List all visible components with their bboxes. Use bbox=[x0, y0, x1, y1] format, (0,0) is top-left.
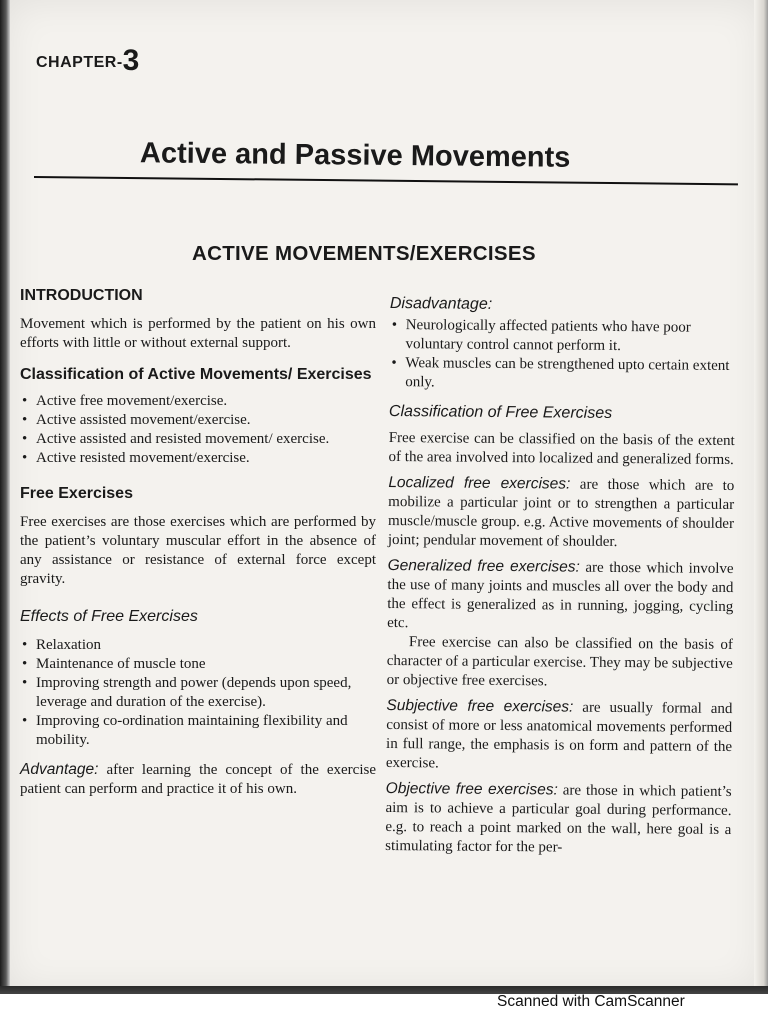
subjective-label: Subjective free exercises: bbox=[386, 696, 574, 716]
chapter-number: 3 bbox=[122, 44, 140, 77]
disadvantage-list bbox=[389, 316, 736, 395]
list-item: • Improving strength and power (depends upon speed, leverage and duration of the exercise). bbox=[20, 674, 376, 712]
classification-active-list bbox=[20, 392, 376, 468]
intro-paragraph: Movement which is performed by the patient on his own efforts with little or without external support. bbox=[20, 316, 376, 351]
generalized-text: are those which involve the use of many joints and muscles all over the body and the effect is generalized as in running, jogging, cycling etc. bbox=[387, 559, 734, 632]
list-item: • Relaxation bbox=[20, 636, 376, 655]
list-item: • Neurologically affected patients who have poor voluntary control cannot perform it. bbox=[389, 316, 735, 357]
disadvantage-heading: Disadvantage: bbox=[389, 294, 493, 313]
classification-free-paragraph: Free exercise can be classified on the basis of the extent of the area involved into localized and generalized forms. bbox=[388, 429, 735, 469]
character-paragraph: Free exercise can also be classified on the basis of character of a particular exercise. They may be subjective or objective free exercises. bbox=[386, 634, 734, 690]
localized-text: are those which are to mobilize a particular joint or to strengthen a particular muscle/muscle group. e.g. Active movements of shoulder joint; pendular movement of shoulder. bbox=[387, 476, 735, 550]
scanner-watermark: Scanned with CamScanner bbox=[497, 993, 685, 1010]
intro-heading: INTRODUCTION bbox=[20, 287, 143, 304]
generalized-label: Generalized free exercises: bbox=[387, 556, 580, 576]
subjective-text: are usually formal and consist of more or less anatomical movements performed in full range, the emphasis is on form and pattern of the exercise. bbox=[385, 699, 733, 772]
localized-paragraph bbox=[388, 473, 735, 553]
chapter-label bbox=[36, 44, 140, 78]
objective-paragraph bbox=[385, 779, 732, 859]
classification-free-heading: Classification of Free Exercises bbox=[388, 402, 613, 422]
objective-label: Objective free exercises: bbox=[385, 779, 558, 799]
advantage-label: Advantage: bbox=[20, 761, 99, 778]
page-left-edge-shadow bbox=[0, 0, 10, 992]
list-item: • Improving co-ordination maintaining flexibility and mobility. bbox=[20, 712, 376, 750]
generalized-paragraph bbox=[387, 556, 734, 636]
list-item: • Weak muscles can be strengthened upto certain extent only. bbox=[389, 354, 735, 395]
chapter-title: Active and Passive Movements bbox=[139, 137, 571, 174]
list-item: • Active assisted and resisted movement/ exercise. bbox=[20, 430, 376, 449]
list-item: • Active resisted movement/exercise. bbox=[20, 449, 376, 468]
chapter-label-text: CHAPTER- bbox=[36, 54, 123, 71]
objective-text: are those in which patient’s aim is to achieve a particular goal during performance. e.g. to reach a point marked on the wall, here goal is a stimulating factor for the per- bbox=[385, 782, 732, 856]
section-heading: ACTIVE MOVEMENTS/EXERCISES bbox=[192, 242, 536, 265]
list-item: • Maintenance of muscle tone bbox=[20, 655, 376, 674]
page-right-edge-shadow bbox=[754, 0, 768, 992]
advantage-text: after learning the concept of the exercise patient can perform and practice it of his own. bbox=[20, 762, 376, 797]
free-exercises-paragraph: Free exercises are those exercises which are performed by the patient’s voluntary muscular effort in the absence of any assistance or resistance of external force except gravity. bbox=[20, 514, 376, 587]
list-item: • Active assisted movement/exercise. bbox=[20, 411, 376, 430]
localized-label: Localized free exercises: bbox=[388, 473, 571, 493]
effects-list bbox=[20, 636, 376, 750]
right-column bbox=[385, 294, 736, 859]
left-column bbox=[20, 286, 376, 799]
list-item: • Active free movement/exercise. bbox=[20, 392, 376, 411]
subjective-paragraph bbox=[386, 696, 733, 776]
advantage-paragraph bbox=[20, 760, 376, 799]
classification-active-heading: Classification of Active Movements/ Exercises bbox=[20, 366, 372, 383]
effects-heading: Effects of Free Exercises bbox=[20, 608, 198, 625]
free-exercises-heading: Free Exercises bbox=[20, 485, 133, 502]
